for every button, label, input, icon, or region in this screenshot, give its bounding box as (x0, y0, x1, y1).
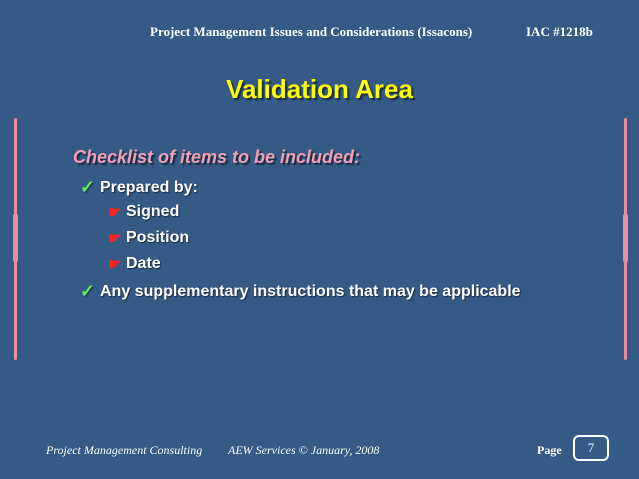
checklist-subheading: Checklist of items to be included: (73, 147, 361, 167)
list-item-label: Position (126, 229, 190, 246)
page-label: Page (537, 443, 562, 457)
list-item (108, 255, 161, 273)
list-item (80, 281, 521, 302)
page-number: 7 (587, 440, 595, 455)
page-number-box (573, 435, 609, 461)
footer-copyright: AEW Services © January, 2008 (228, 443, 380, 457)
check-icon: ✓ (80, 281, 96, 301)
list-item-label: Any supplementary instructions that may be applicable (100, 282, 521, 300)
right-side-bar-accent (623, 214, 628, 262)
list-item-label: Date (126, 255, 161, 272)
pointing-hand-icon: ☛ (108, 204, 122, 221)
list-item (108, 203, 179, 221)
header-title: Project Management Issues and Considerations (Issacons) (150, 24, 473, 39)
list-item-label: Prepared by: (100, 178, 198, 196)
check-icon: ✓ (80, 177, 96, 197)
list-item (108, 229, 189, 247)
list-item-label: Signed (126, 203, 180, 220)
pointing-hand-icon: ☛ (108, 230, 122, 247)
slide-title: Validation Area (226, 74, 413, 104)
header-code: IAC #1218b (526, 24, 593, 39)
left-side-bar-accent (13, 214, 18, 262)
pointing-hand-icon: ☛ (108, 256, 122, 273)
footer-company: Project Management Consulting (46, 443, 203, 457)
list-item (80, 177, 198, 198)
